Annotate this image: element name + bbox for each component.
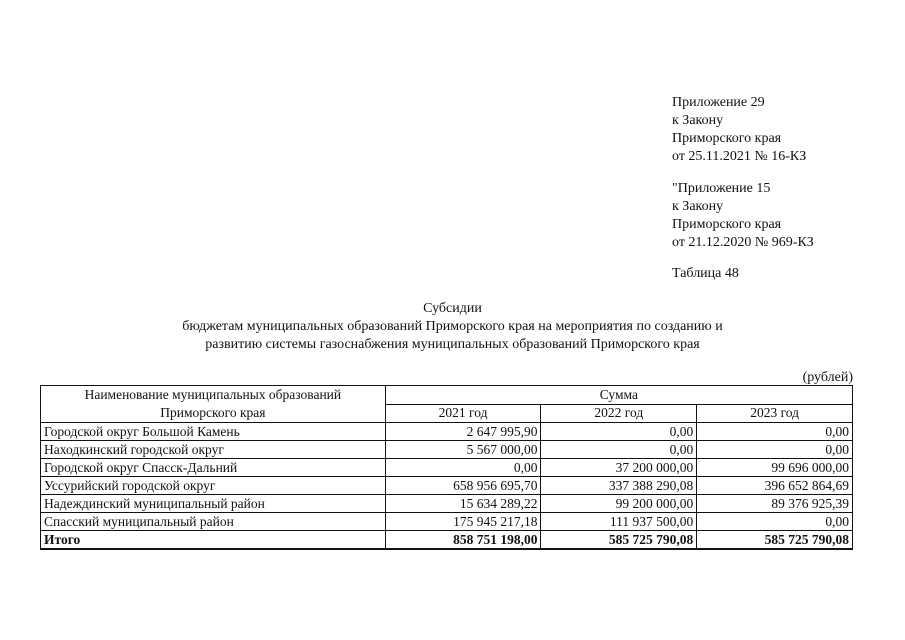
row-value-2021: 5 567 000,00 [385,441,541,459]
table-total-row [41,531,853,550]
appendix-line: к Закону [672,199,724,214]
header-year-2022: 2022 год [541,404,697,423]
row-value-2023: 0,00 [697,441,853,459]
row-value-2023: 396 652 864,69 [697,477,853,495]
row-name: Городской округ Большой Камень [41,423,386,441]
appendix-line: Приложение 29 [672,95,765,110]
table-header-row [41,386,853,405]
total-value-2023: 585 725 790,08 [697,531,853,550]
row-value-2022: 37 200 000,00 [541,459,697,477]
appendix-line: от 25.11.2021 № 16-КЗ [672,149,807,164]
row-value-2023: 0,00 [697,423,853,441]
table-row [41,459,853,477]
appendix-line: Приморского края [672,217,782,232]
row-name: Спасский муниципальный район [41,513,386,531]
row-value-2021: 175 945 217,18 [385,513,541,531]
header-name [41,386,386,423]
appendix-line: "Приложение 15 [672,181,771,196]
row-value-2022: 0,00 [541,423,697,441]
row-name: Находкинский городской округ [41,441,386,459]
row-value-2023: 0,00 [697,513,853,531]
table-row [41,495,853,513]
row-value-2021: 2 647 995,90 [385,423,541,441]
title-line-3: развитию системы газоснабжения муниципальных образований Приморского края [205,337,700,352]
row-value-2022: 99 200 000,00 [541,495,697,513]
total-value-2022: 585 725 790,08 [541,531,697,550]
row-name: Надеждинский муниципальный район [41,495,386,513]
subsidy-table [40,385,853,550]
header-name-line-1: Наименование муниципальных образований [84,387,342,402]
units-label: (рублей) [802,370,853,385]
table-row [41,423,853,441]
total-label: Итого [41,531,386,550]
table-row [41,513,853,531]
row-value-2021: 0,00 [385,459,541,477]
header-name-line-2: Приморского края [160,405,266,420]
row-value-2021: 15 634 289,22 [385,495,541,513]
table-row [41,441,853,459]
row-value-2023: 99 696 000,00 [697,459,853,477]
title-line-1: Субсидии [423,301,482,316]
appendix-current [672,94,806,166]
header-year-2021: 2021 год [385,404,541,423]
appendix-line: от 21.12.2020 № 969-КЗ [672,235,814,250]
row-value-2021: 658 956 695,70 [385,477,541,495]
row-name: Уссурийский городской округ [41,477,386,495]
row-name: Городской округ Спасск-Дальний [41,459,386,477]
header-sum: Сумма [385,386,852,405]
appendix-line: к Закону [672,113,724,128]
appendix-line: Приморского края [672,131,782,146]
row-value-2022: 111 937 500,00 [541,513,697,531]
total-value-2021: 858 751 198,00 [385,531,541,550]
row-value-2022: 0,00 [541,441,697,459]
table-row [41,477,853,495]
appendix-original [672,180,814,252]
document-title [0,300,905,354]
row-value-2023: 89 376 925,39 [697,495,853,513]
row-value-2022: 337 388 290,08 [541,477,697,495]
title-line-2: бюджетам муниципальных образований Приморского края на мероприятия по созданию и [182,319,723,334]
table-number: Таблица 48 [672,266,739,281]
header-year-2023: 2023 год [697,404,853,423]
